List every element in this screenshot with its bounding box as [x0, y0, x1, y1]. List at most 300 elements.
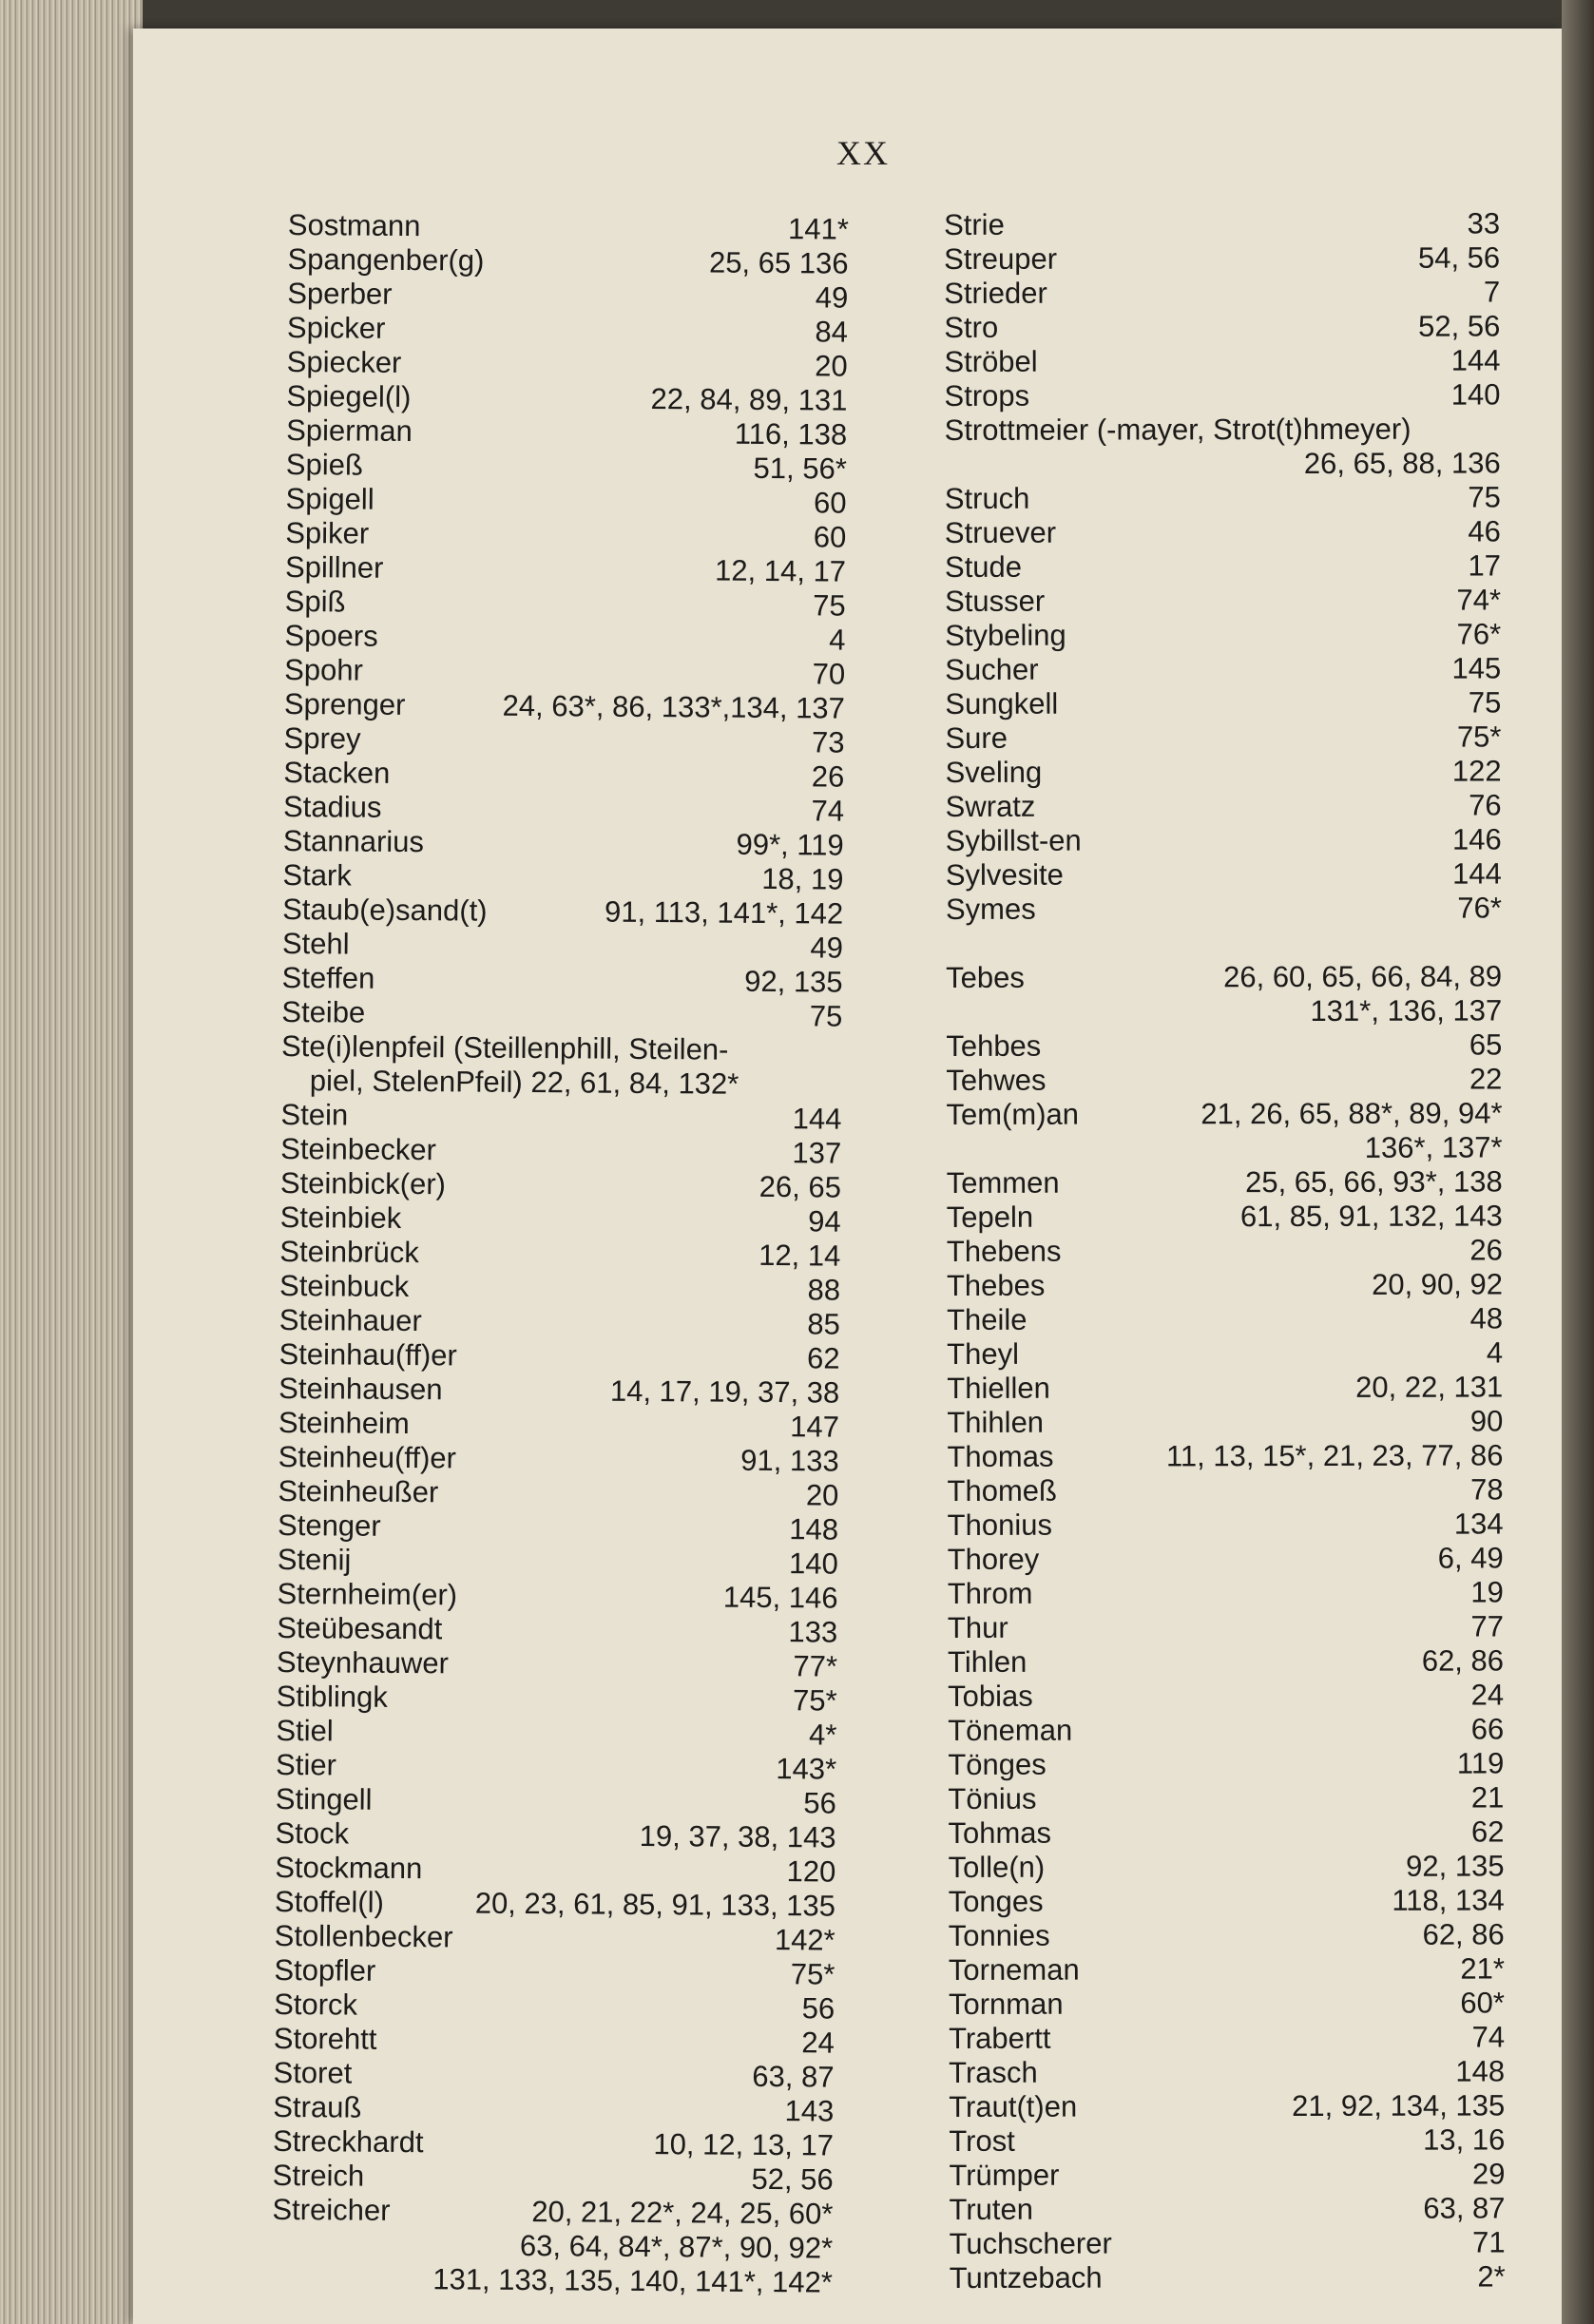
- index-entry-line: [947, 1335, 1503, 1372]
- entry-page-refs: 62, 86: [1421, 1643, 1505, 1678]
- entry-page-refs: 11, 13, 15*, 21, 23, 77, 86: [1165, 1438, 1504, 1473]
- index-entry-line: [276, 1748, 836, 1787]
- index-entry-line: [286, 448, 847, 487]
- index-entry: [284, 653, 845, 692]
- entry-name: Steinhausen: [278, 1371, 443, 1407]
- index-entry: [946, 1096, 1502, 1166]
- entry-page-refs: 92, 135: [1406, 1849, 1505, 1883]
- index-entry: [287, 242, 848, 281]
- index-entry: [285, 585, 846, 624]
- entry-page-refs: 147: [790, 1410, 840, 1444]
- entry-name: Stusser: [945, 584, 1046, 618]
- index-entry-line: [286, 379, 847, 418]
- entry-name: Steinheim: [278, 1405, 410, 1441]
- entry-page-refs: 56: [803, 1786, 836, 1820]
- index-entry: [284, 687, 845, 726]
- entry-name: Stehl: [281, 926, 350, 961]
- entry-name: Sternheim(er): [277, 1576, 458, 1612]
- entry-name: Temmen: [946, 1165, 1060, 1200]
- index-entry: [281, 1029, 843, 1103]
- entry-page-refs: 51, 56*: [753, 451, 848, 486]
- index-entry: [277, 1611, 837, 1650]
- index-entry: [948, 1541, 1504, 1577]
- entry-page-refs: 18, 19: [761, 861, 844, 896]
- index-entry: [945, 412, 1501, 482]
- entry-name: Tonges: [948, 1884, 1044, 1918]
- entry-name: Trümper: [949, 2158, 1060, 2192]
- entry-page-refs: 12, 14: [759, 1238, 841, 1273]
- index-entry-line: [950, 2259, 1506, 2295]
- entry-page-refs: 143*: [776, 1752, 837, 1786]
- index-entry-line: [272, 2193, 833, 2232]
- index-entry: [945, 480, 1501, 516]
- entry-page-refs: 73: [811, 725, 845, 759]
- entry-page-refs: 134: [1453, 1507, 1504, 1541]
- index-entry: [948, 1746, 1504, 1782]
- index-entry: [288, 208, 849, 247]
- index-entry-line: [288, 208, 849, 247]
- entry-name: Tehbes: [946, 1028, 1042, 1063]
- index-entry-line: [949, 1917, 1505, 1953]
- entry-page-refs: 26, 65: [759, 1169, 842, 1204]
- entry-page-refs: 137: [792, 1136, 842, 1170]
- entry-name: Steinheußer: [278, 1473, 439, 1509]
- entry-name: Steinheu(ff)er: [278, 1439, 457, 1475]
- entry-page-refs: 145, 146: [722, 1580, 838, 1615]
- index-entry: [949, 2122, 1505, 2159]
- entry-name: Streich: [272, 2158, 365, 2193]
- index-entry: [280, 1200, 841, 1239]
- entry-page-refs: 74: [1471, 2020, 1506, 2054]
- index-entry-line: [947, 1164, 1503, 1200]
- index-entry: [947, 1335, 1503, 1372]
- entry-page-refs: 99*, 119: [736, 827, 844, 862]
- index-entry-line: [948, 1575, 1504, 1611]
- index-entry: [276, 1782, 836, 1821]
- entry-name: Staub(e)sand(t): [282, 892, 488, 928]
- entry-page-refs: 91, 133: [740, 1443, 839, 1478]
- entry-name: Thebens: [946, 1234, 1062, 1268]
- index-entry: [949, 1951, 1505, 1988]
- index-entry-line: [278, 1337, 839, 1376]
- index-entry: [276, 1714, 836, 1753]
- index-entry: [948, 1815, 1504, 1851]
- entry-name: Swratz: [945, 789, 1036, 823]
- entry-name: Tuchscherer: [949, 2226, 1112, 2260]
- index-entry: [282, 858, 843, 897]
- entry-page-refs: 91, 113, 141*, 142: [604, 894, 844, 931]
- index-entry: [948, 1507, 1504, 1543]
- entry-page-refs: 21, 92, 134, 135: [1292, 2088, 1506, 2123]
- entry-page-refs: 19, 37, 38, 143: [639, 1818, 836, 1854]
- entry-name: Storet: [273, 2055, 353, 2090]
- entry-name: Steinhauer: [278, 1302, 422, 1338]
- entry-page-refs: 144: [1450, 343, 1501, 377]
- index-entry-line: [945, 720, 1501, 756]
- entry-page-refs: 25, 65 136: [708, 245, 849, 280]
- entry-page-refs: 26, 60, 65, 66, 84, 89: [1223, 959, 1503, 994]
- index-entry-line: [948, 1507, 1504, 1543]
- index-entry: [945, 685, 1501, 721]
- entry-page-refs: 22: [1469, 1062, 1503, 1096]
- entry-page-refs: 14, 17, 19, 37, 38: [609, 1373, 840, 1410]
- index-entry-line: [945, 412, 1501, 448]
- index-entry-line: [947, 1267, 1503, 1303]
- index-entry: [279, 1303, 840, 1342]
- index-entry: [949, 1986, 1505, 2022]
- index-entry: [947, 1233, 1503, 1269]
- entry-name: Traut(t)en: [949, 2089, 1078, 2123]
- index-entry-line: [283, 790, 844, 829]
- index-entry-line: [282, 858, 843, 897]
- entry-page-refs: 62: [1470, 1815, 1505, 1849]
- index-entry-line: [946, 891, 1502, 927]
- entry-name: Tonnies: [948, 1918, 1050, 1952]
- entry-page-refs: 70: [812, 657, 846, 691]
- entry-name: Stacken: [283, 755, 391, 790]
- index-entry-line: [947, 1404, 1503, 1440]
- index-entry: [275, 1885, 835, 1924]
- entry-name: Sostmann: [287, 208, 421, 243]
- index-entry-line: [946, 1062, 1502, 1098]
- entry-page-refs: 22, 84, 89, 131: [650, 382, 848, 417]
- index-entry: [949, 2054, 1505, 2090]
- index-entry-line: [282, 927, 843, 966]
- index-entry: [277, 1680, 837, 1719]
- index-entry-line: [285, 550, 846, 589]
- index-entry-line: [277, 1645, 837, 1684]
- entry-name: Steinhau(ff)er: [278, 1336, 457, 1373]
- index-entry-line: [283, 824, 844, 863]
- index-entry-line: [279, 1269, 840, 1308]
- index-entry: [947, 1370, 1503, 1406]
- entry-continuation: piel, StelenPfeil) 22, 61, 84, 132*: [309, 1064, 739, 1101]
- index-entry-line: [274, 2022, 835, 2061]
- entry-name: Steübesandt: [277, 1610, 443, 1646]
- entry-name: Steibe: [281, 994, 366, 1029]
- index-entry: [280, 1132, 841, 1171]
- entry-page-refs: 88: [807, 1273, 841, 1307]
- index-entry: [278, 1474, 838, 1513]
- entry-name: Trost: [949, 2123, 1015, 2158]
- entry-name: Stein: [280, 1097, 349, 1132]
- entry-name: Sybillst-en: [945, 823, 1082, 857]
- index-entry: [946, 822, 1502, 858]
- entry-name: Storehtt: [273, 2021, 377, 2056]
- entry-page-refs: 140: [788, 1546, 838, 1581]
- index-entry-line: [284, 653, 845, 692]
- index-entry-line: [944, 343, 1500, 379]
- index-entry: [946, 788, 1502, 824]
- entry-page-refs: 144: [792, 1102, 842, 1136]
- entry-page-refs: 21, 26, 65, 88*, 89, 94*: [1200, 1096, 1503, 1131]
- index-entry-line: [945, 617, 1501, 653]
- index-entry: [947, 1199, 1503, 1235]
- entry-name: Sylvesite: [945, 857, 1064, 892]
- index-entry: [281, 961, 842, 1000]
- entry-name: Tornman: [948, 1987, 1064, 2021]
- index-entry: [281, 995, 842, 1034]
- index-entry: [286, 379, 847, 418]
- entry-name: Truten: [949, 2192, 1034, 2226]
- entry-page-refs: 2*: [1477, 2259, 1506, 2294]
- index-entry: [944, 377, 1500, 413]
- index-entry: [274, 2022, 835, 2061]
- entry-name: Stiel: [276, 1713, 334, 1748]
- index-entry: [283, 721, 844, 760]
- entry-page-refs: 75*: [1456, 720, 1502, 754]
- index-entry-line: [280, 1098, 841, 1137]
- index-entry: [944, 206, 1500, 242]
- entry-page-refs: 65: [1469, 1028, 1503, 1062]
- entry-page-refs: 148: [1455, 2054, 1506, 2088]
- index-entry: [277, 1577, 837, 1616]
- entry-name: Spangenber(g): [287, 241, 485, 278]
- entry-page-refs: 10, 12, 13, 17: [653, 2127, 835, 2162]
- index-entry-line: [281, 961, 842, 1000]
- index-entry-line: [276, 1714, 836, 1753]
- index-entry-line: [945, 480, 1501, 516]
- entry-name: Stark: [282, 857, 352, 893]
- entry-page-refs: 133: [788, 1615, 838, 1649]
- entry-page-refs: 25, 65, 66, 93*, 138: [1245, 1164, 1503, 1200]
- index-entry: [948, 1780, 1504, 1816]
- entry-name: Thomas: [947, 1439, 1054, 1473]
- index-entry: [275, 1851, 835, 1890]
- index-entry: [285, 482, 846, 521]
- entry-name: Spillner: [284, 549, 384, 585]
- index-entry-line: [947, 1233, 1503, 1269]
- index-entry: [949, 1883, 1505, 1919]
- entry-name: Ströbel: [944, 344, 1038, 378]
- index-entry-line: [947, 1301, 1503, 1337]
- index-entry: [949, 2088, 1505, 2124]
- entry-name: Tohmas: [948, 1815, 1052, 1850]
- entry-page-refs: 21: [1470, 1780, 1505, 1815]
- index-entry-line: [278, 1543, 838, 1582]
- entry-name: Tepeln: [946, 1200, 1034, 1234]
- index-entry-line: [949, 2088, 1505, 2124]
- index-entry: [287, 311, 848, 350]
- index-entry-line: [280, 1166, 841, 1205]
- entry-name: Throm: [947, 1576, 1033, 1610]
- entry-name: Stybeling: [945, 618, 1066, 652]
- entry-page-refs: 118, 134: [1392, 1883, 1505, 1917]
- index-entry: [947, 1301, 1503, 1337]
- entry-name: Strie: [944, 207, 1005, 241]
- index-entry-line: [279, 1303, 840, 1342]
- entry-page-refs: 116, 138: [734, 416, 848, 451]
- entry-name: Sucher: [945, 652, 1039, 686]
- index-entry: [949, 1917, 1505, 1953]
- index-entry: [275, 1816, 835, 1855]
- index-entry-line: [949, 2122, 1505, 2159]
- entry-name: Strops: [944, 378, 1030, 413]
- entry-page-refs: 4: [1486, 1335, 1504, 1370]
- index-entry-line: [285, 482, 846, 521]
- entry-name: Steynhauwer: [276, 1644, 450, 1681]
- entry-page-refs: 145: [1451, 651, 1502, 685]
- index-entry-line: [946, 856, 1502, 893]
- entry-page-refs: 140: [1450, 377, 1501, 412]
- entry-page-refs: 26: [1469, 1233, 1503, 1267]
- entry-name: Thebes: [946, 1268, 1046, 1302]
- entry-page-refs: 61, 85, 91, 132, 143: [1239, 1199, 1503, 1234]
- entry-page-refs: 24: [801, 2026, 835, 2060]
- index-entry: [284, 619, 845, 658]
- index-entry-line: [946, 1096, 1502, 1132]
- entry-page-refs: 29: [1471, 2157, 1506, 2191]
- entry-name: Symes: [945, 892, 1036, 926]
- entry-continuation-refs: 131*, 136, 137: [1310, 993, 1503, 1028]
- index-entry-line: [949, 2191, 1505, 2227]
- entry-name: Theile: [947, 1302, 1027, 1336]
- index-entry-line: [278, 1440, 839, 1479]
- book-right-edge: [1562, 0, 1594, 2324]
- index-entry: [280, 1098, 841, 1137]
- index-entry: [948, 1712, 1504, 1748]
- entry-page-refs: 24: [1470, 1678, 1505, 1712]
- page-stack-edge: [0, 0, 143, 2324]
- entry-name: Stock: [275, 1815, 350, 1851]
- index-entry: [287, 277, 848, 316]
- index-entry-line: [277, 1680, 837, 1719]
- index-entry-line: [949, 1951, 1505, 1988]
- entry-name: Tönius: [948, 1781, 1037, 1815]
- index-entry-line: [948, 1643, 1504, 1680]
- index-entry-line: [946, 1028, 1502, 1064]
- entry-name: Stiblingk: [276, 1679, 389, 1714]
- index-entry: [287, 345, 848, 384]
- entry-name: Thonius: [947, 1508, 1052, 1542]
- entry-page-refs: 122: [1451, 754, 1502, 788]
- entry-page-refs: 60: [813, 486, 847, 520]
- entry-page-refs: 26: [811, 759, 845, 794]
- index-entry-line: [946, 822, 1502, 858]
- index-entry: [944, 343, 1500, 379]
- entry-name: Steinbecker: [280, 1131, 437, 1167]
- index-entry-line: [949, 1849, 1505, 1885]
- entry-name: Tolle(n): [948, 1850, 1046, 1884]
- index-entry-line: [944, 206, 1500, 242]
- index-entry: [948, 1678, 1504, 1714]
- entry-name: Spiegel(l): [286, 378, 412, 414]
- index-entry: [945, 548, 1501, 585]
- entry-name: Trasch: [949, 2055, 1038, 2089]
- entry-page-refs: 63, 87: [1423, 2191, 1506, 2225]
- entry-name: Strauß: [273, 2089, 362, 2124]
- index-entry-line: [948, 1746, 1504, 1782]
- entry-page-refs: 85: [807, 1307, 840, 1341]
- entry-continuation-refs: 131, 133, 135, 140, 141*, 142*: [432, 2262, 834, 2299]
- index-entry: [278, 1372, 839, 1411]
- index-entry: [948, 1575, 1504, 1611]
- entry-page-refs: 54, 56: [1417, 240, 1501, 275]
- entry-name: Steinbick(er): [279, 1165, 447, 1201]
- entry-name: Spoers: [284, 618, 378, 653]
- index-entry-line: [275, 1816, 835, 1855]
- entry-name: Steinbrück: [279, 1234, 419, 1270]
- index-entry-line: [284, 619, 845, 658]
- entry-page-refs: 60: [813, 520, 847, 554]
- index-entry-line: [945, 583, 1501, 619]
- entry-page-refs: 90: [1469, 1404, 1504, 1438]
- entry-name: Töneman: [948, 1713, 1073, 1747]
- entry-name: Torneman: [948, 1952, 1080, 1987]
- index-entry-line: [280, 1132, 841, 1171]
- entry-page-refs: 33: [1467, 206, 1501, 240]
- index-entry-line: [287, 242, 848, 281]
- index-entry-line: [274, 1953, 835, 1992]
- entry-name: Stopfler: [274, 1952, 376, 1988]
- index-entry-line: [947, 1199, 1503, 1235]
- entry-name: Streuper: [944, 241, 1058, 276]
- index-entry-line: [286, 413, 847, 452]
- entry-name: Spigell: [285, 481, 374, 516]
- index-entry: [283, 790, 844, 829]
- index-entry: [949, 1849, 1505, 1885]
- entry-name: Strieder: [944, 276, 1047, 310]
- index-entry: [282, 927, 843, 966]
- entry-name: Stro: [944, 310, 999, 344]
- entry-continuation-refs: 136*, 137*: [1364, 1130, 1503, 1164]
- entry-page-refs: 66: [1470, 1712, 1505, 1746]
- index-entry-line: [273, 2056, 834, 2095]
- entry-name: Sveling: [945, 755, 1043, 789]
- entry-name: Tebes: [946, 960, 1025, 994]
- entry-page-refs: 62: [806, 1341, 840, 1375]
- index-entry: [946, 1028, 1502, 1064]
- index-entry: [273, 2159, 834, 2198]
- index-entry-line: [277, 1577, 837, 1616]
- index-entry-line: [946, 788, 1502, 824]
- index-entry: [947, 1472, 1503, 1508]
- entry-page-refs: 20: [815, 349, 848, 383]
- index-entry-line: [273, 2159, 834, 2198]
- entry-page-refs: 78: [1470, 1472, 1504, 1507]
- index-entry: [273, 2056, 834, 2095]
- entry-page-refs: 146: [1451, 822, 1502, 856]
- entry-page-refs: 77: [1470, 1609, 1504, 1643]
- index-entry-line: [947, 1370, 1503, 1406]
- index-entry: [945, 720, 1501, 756]
- index-entry-line: [945, 514, 1501, 550]
- entry-page-refs: 74*: [1456, 583, 1502, 617]
- index-entry: [950, 2259, 1506, 2295]
- index-entry: [286, 448, 847, 487]
- entry-name: Thomeß: [947, 1473, 1058, 1508]
- entry-name: Sperber: [287, 276, 393, 311]
- index-entry-line: [285, 585, 846, 624]
- index-entry: [947, 1164, 1503, 1200]
- index-entry-line: [284, 687, 845, 726]
- index-entry-line: [948, 1609, 1504, 1645]
- index-entry: [949, 2157, 1505, 2193]
- entry-page-refs: 84: [815, 315, 849, 349]
- entry-name: Spierman: [286, 413, 413, 449]
- index-entry-line: [945, 685, 1501, 721]
- entry-page-refs: 75*: [793, 1683, 837, 1718]
- entry-name: Streckhardt: [272, 2123, 424, 2160]
- entry-page-refs: 74: [811, 794, 845, 828]
- index-entry: [278, 1543, 838, 1582]
- entry-name: Stoffel(l): [274, 1884, 385, 1919]
- index-entry-line: [283, 721, 844, 760]
- index-entry-line: [949, 2020, 1505, 2056]
- entry-name: Stude: [944, 549, 1023, 584]
- index-entry-line: [944, 275, 1500, 311]
- index-entry: [278, 1406, 839, 1445]
